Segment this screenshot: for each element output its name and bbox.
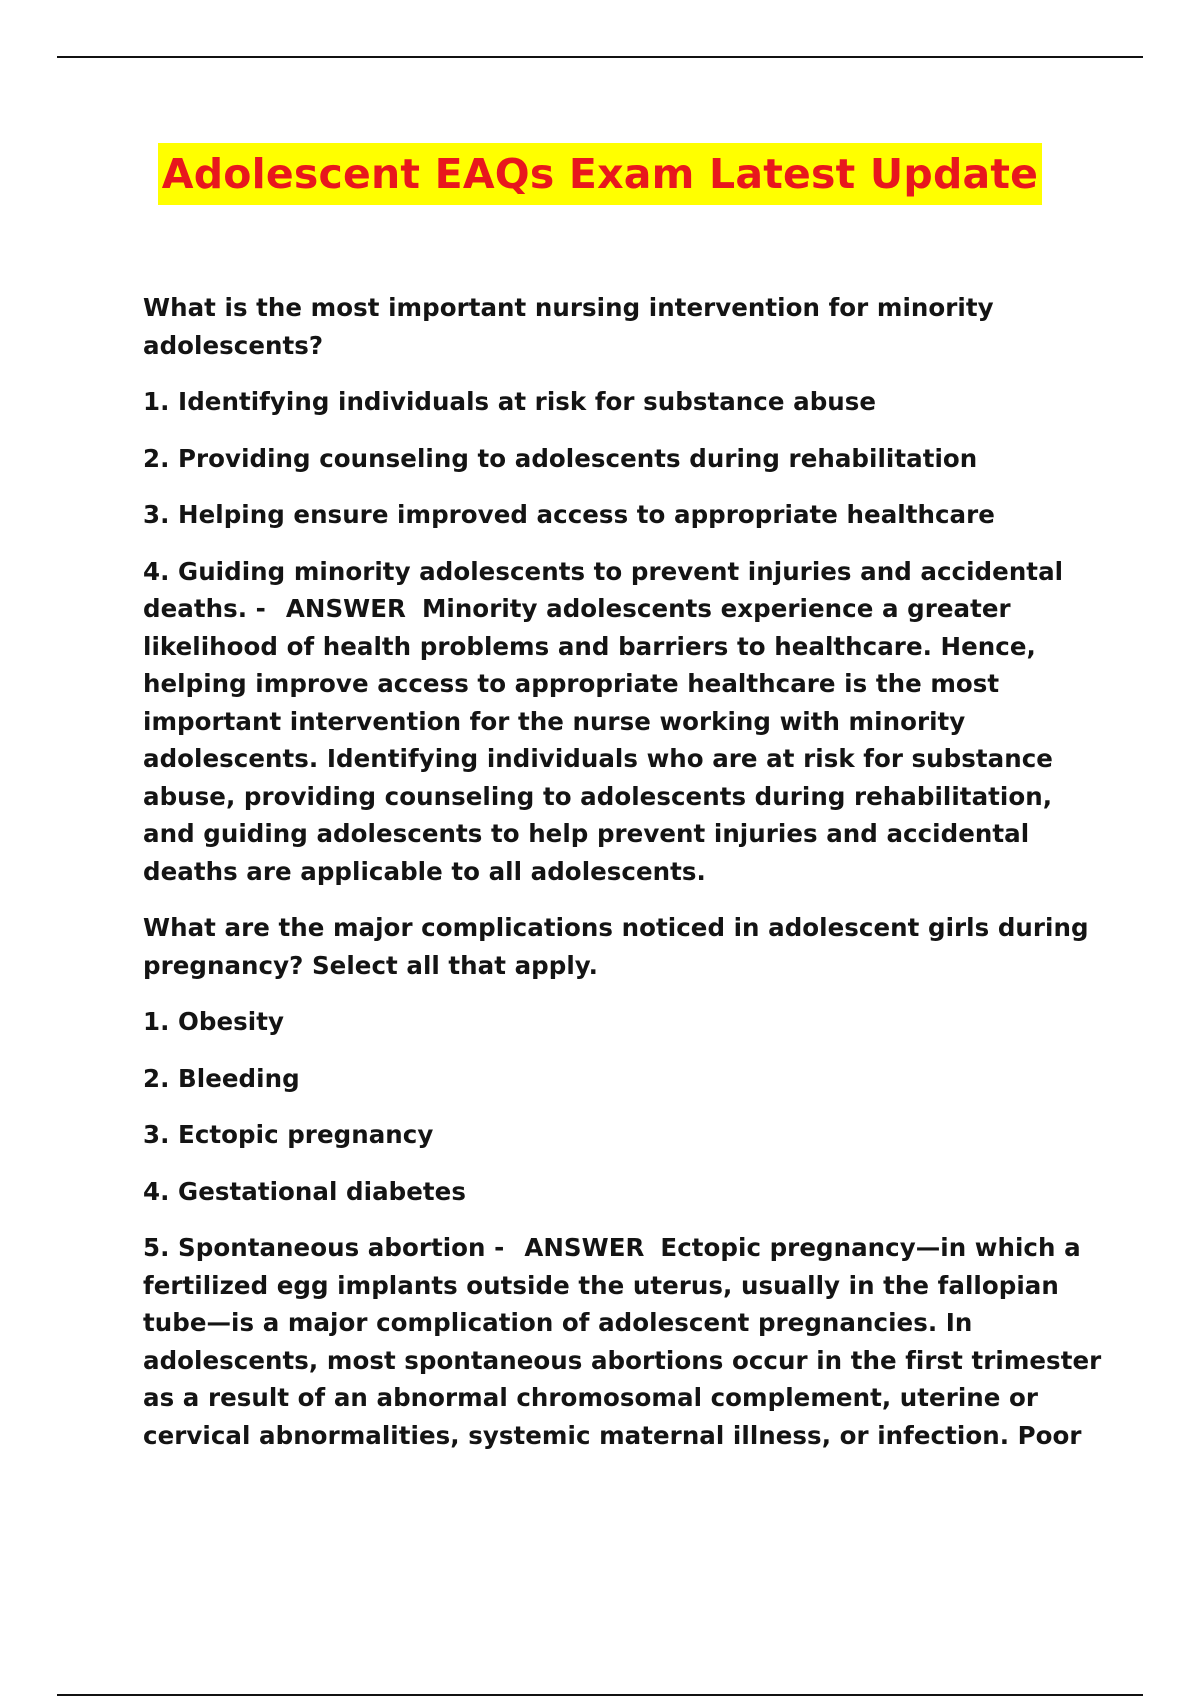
question-2-option-4: 4. Gestational diabetes [143,1176,466,1206]
question-2-option-2: 2. Bleeding [143,1063,300,1093]
question-2-option-1: 1. Obesity [143,1007,285,1036]
document-title: Adolescent EAQs Exam Latest Update [158,143,1042,205]
question-1-option-3: 3. Helping ensure improved access to appropriate healthcare [143,500,995,529]
question-2-text: What are the major complications noticed in adolescent girls during pregnancy? Select all that apply. [143,913,1089,980]
question-1-text: What is the most important nursing intervention for minority adolescents? [143,293,994,360]
answer-text-1: Minority adolescents experience a greater likelihood of health problems and barriers to healthcare. Hence, helping improve access to appropriate healthcare is the most important intervention for the nurse working with minority adolescents. Identifying individuals who are at risk for substance abuse, providing counseling to adolescents during rehabilitation, and guiding adolescents to help prevent injuries and accidental deaths are applicable to all adolescents. [143,594,1053,886]
document-body [143,289,1103,1473]
title-container [0,143,1200,205]
header-rule [57,56,1143,58]
question-2-option-5: 5. Spontaneous abortion - [143,1233,505,1262]
answer-text-2: Ectopic pregnancy—in which a fertilized egg implants outside the uterus, usually in the fallopian tube—is a major complication of adolescent pregnancies. In adolescents, most spontaneous abortions occur in the first trimester as a result of an abnormal chromosomal complement, uterine or cervical abnormalities, systemic maternal illness, or infection. Poor [143,1233,1102,1450]
footer-rule [57,1694,1143,1696]
question-1-option-4-with-answer [143,553,1103,891]
question-2-option-5-with-answer [143,1229,1103,1454]
answer-label-1: ANSWER [285,594,406,623]
question-1-option-2: 2. Providing counseling to adolescents during rehabilitation [143,443,978,473]
question-1-option-4: 4. Guiding minority adolescents to prevent injuries and accidental deaths. - [143,556,1064,623]
question-2-option-3: 3. Ectopic pregnancy [143,1120,434,1149]
question-1-option-1: 1. Identifying individuals at risk for substance abuse [143,387,877,416]
answer-label-2: ANSWER [524,1233,645,1262]
